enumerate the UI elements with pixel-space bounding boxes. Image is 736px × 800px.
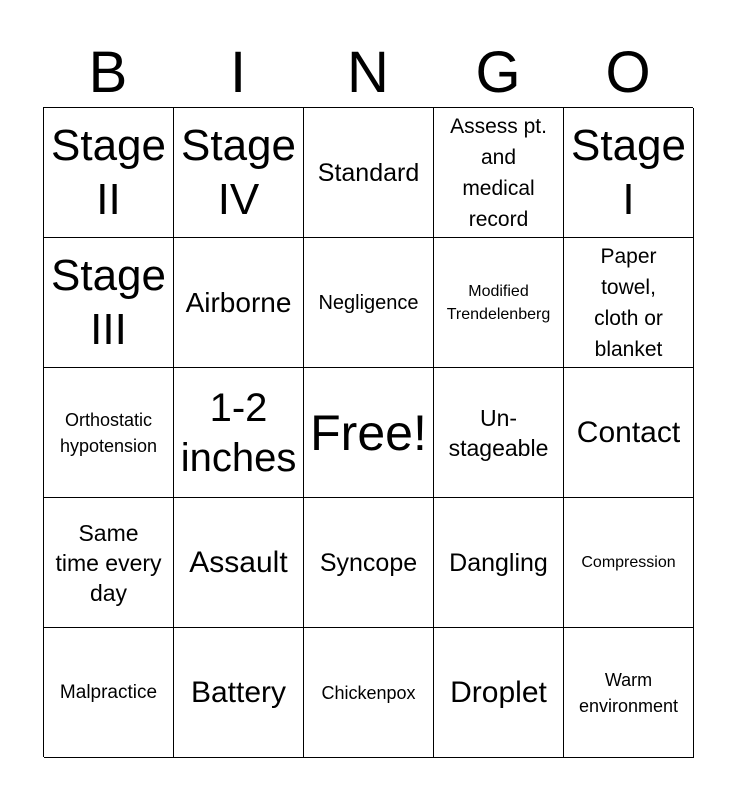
bingo-cell: [174, 108, 304, 238]
cell-text: Malpractice: [59, 681, 158, 703]
bingo-cell: [434, 238, 564, 368]
bingo-cell: [174, 368, 304, 498]
cell-text: Orthostatic hypotension: [59, 409, 158, 456]
bingo-cell: [304, 238, 434, 368]
cell-text: Airborne: [185, 286, 292, 318]
bingo-cell: [564, 238, 694, 368]
header-letter-n: N: [347, 40, 389, 105]
cell-text: Assess pt. and medical record: [450, 114, 547, 231]
bingo-cell: [44, 628, 174, 758]
cell-text: Contact: [576, 415, 681, 449]
bingo-cell: [174, 628, 304, 758]
cell-text: Syncope: [319, 548, 418, 577]
cell-text: Dangling: [449, 548, 548, 577]
cell-text: Same time every day: [55, 519, 162, 606]
cell-text: Compression: [581, 554, 676, 571]
free-space: Free!: [310, 404, 427, 461]
bingo-cell: [564, 108, 694, 238]
bingo-cell: [44, 498, 174, 628]
bingo-cell: [304, 368, 434, 498]
bingo-cell: [434, 368, 564, 498]
bingo-cell: [434, 628, 564, 758]
cell-text: Paper towel, cloth or blanket: [594, 244, 663, 361]
cell-text: Stage II: [51, 120, 166, 224]
bingo-cell: [434, 498, 564, 628]
cell-text: Negligence: [318, 291, 419, 314]
bingo-cell: [304, 108, 434, 238]
cell-text: Assault: [189, 545, 288, 579]
cell-text: Standard: [317, 158, 420, 187]
bingo-cell: [174, 238, 304, 368]
bingo-board: [43, 107, 693, 757]
bingo-cell: [44, 368, 174, 498]
cell-text: Chickenpox: [321, 682, 416, 703]
bingo-header: [43, 40, 693, 106]
bingo-cell: [564, 368, 694, 498]
cell-text: Stage IV: [181, 120, 296, 224]
cell-text: Stage III: [51, 250, 166, 354]
cell-text: Droplet: [450, 675, 547, 709]
bingo-cell: [44, 108, 174, 238]
bingo-cell: [174, 498, 304, 628]
header-letter-b: B: [88, 40, 128, 105]
bingo-cell: [564, 498, 694, 628]
header-letter-o: O: [605, 40, 651, 105]
header-letter-i: I: [229, 40, 247, 105]
cell-text: Modified Trendelenberg: [446, 282, 551, 323]
cell-text: Un- stageable: [448, 404, 549, 461]
cell-text: Battery: [190, 675, 287, 709]
bingo-cell: [564, 628, 694, 758]
cell-text: Stage I: [571, 120, 686, 224]
bingo-cell: [434, 108, 564, 238]
cell-text: 1-2 inches: [180, 385, 297, 480]
cell-text: Warm environment: [578, 669, 679, 716]
bingo-cell: [304, 628, 434, 758]
header-letter-g: G: [475, 40, 521, 105]
bingo-cell: [304, 498, 434, 628]
bingo-cell: [44, 238, 174, 368]
